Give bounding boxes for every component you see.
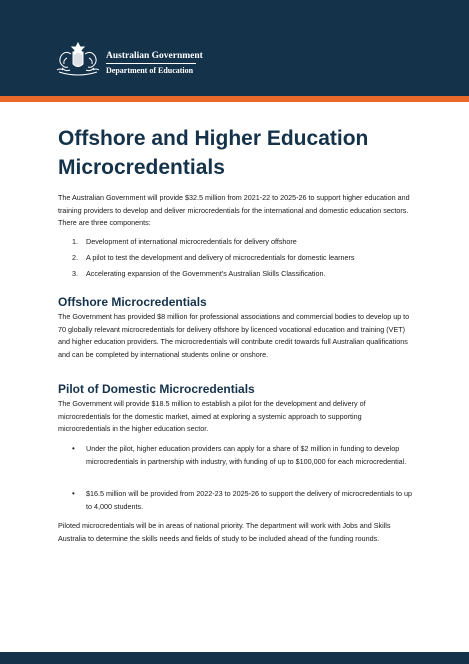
bullet-icon: • [72, 489, 75, 498]
footer-bar [0, 652, 469, 664]
component-item-3 [72, 268, 412, 280]
wordmark-divider [106, 63, 196, 64]
offshore-paragraph: The Government has provided $8 million for professional associations and commercial bodies to develop up to 70 globally relevant microcredentials for delivery offshore by licenced vocational education and training (VET) and higher education providers. The microcredentials will contribute credit towards full Australian qualifications and can be completed by international students online or onshore. [58, 312, 410, 359]
page-title: Offshore and Higher Education Microcredentials [58, 127, 369, 179]
bullet-icon: • [72, 444, 75, 453]
pilot-paragraph: The Government will provide $18.5 million to establish a pilot for the development and delivery of microcredentials for the domestic market, aimed at exploring a systemic approach to supporting microcredentials in the higher education sector. [58, 399, 366, 433]
component-number: 2. [72, 253, 78, 262]
bullet-text: Under the pilot, higher education providers can apply for a share of $2 million in funding to develop microcredentials in partnership with industry, with funding of up to $100,000 for each microcredential. [86, 444, 407, 466]
accent-bar [0, 96, 469, 102]
component-number: 3. [72, 269, 78, 278]
component-number: 1. [72, 237, 78, 246]
header-banner [0, 0, 469, 96]
component-item-1 [72, 236, 412, 248]
component-text: A pilot to test the development and delivery of microcredentials for domestic learners [86, 253, 355, 262]
component-text: Accelerating expansion of the Government's Australian Skills Classification. [86, 269, 326, 278]
department-name: Department of Education [106, 66, 194, 75]
government-name: Australian Government [106, 51, 203, 61]
offshore-heading: Offshore Microcredentials [58, 295, 207, 309]
closing-paragraph: Piloted microcredentials will be in areas of national priority. The department will work with Jobs and Skills Australia to determine the skills needs and fields of study to be included ahead of the funding rounds. [58, 521, 391, 543]
coat-of-arms-icon [53, 40, 103, 78]
pilot-bullet-2 [72, 488, 414, 513]
pilot-bullet-1 [72, 443, 414, 468]
component-text: Development of international microcredentials for delivery offshore [86, 237, 297, 246]
component-item-2 [72, 252, 412, 264]
intro-paragraph: The Australian Government will provide $32.5 million from 2021-22 to 2025-26 to support higher education and training providers to develop and deliver microcredentials for the international and domestic education sectors. There are three components: [58, 193, 410, 227]
bullet-text: $16.5 million will be provided from 2022-23 to 2025-26 to support the delivery of microcredentials to up to 4,000 students. [86, 489, 413, 511]
pilot-heading: Pilot of Domestic Microcredentials [58, 382, 255, 396]
government-wordmark [106, 50, 203, 76]
